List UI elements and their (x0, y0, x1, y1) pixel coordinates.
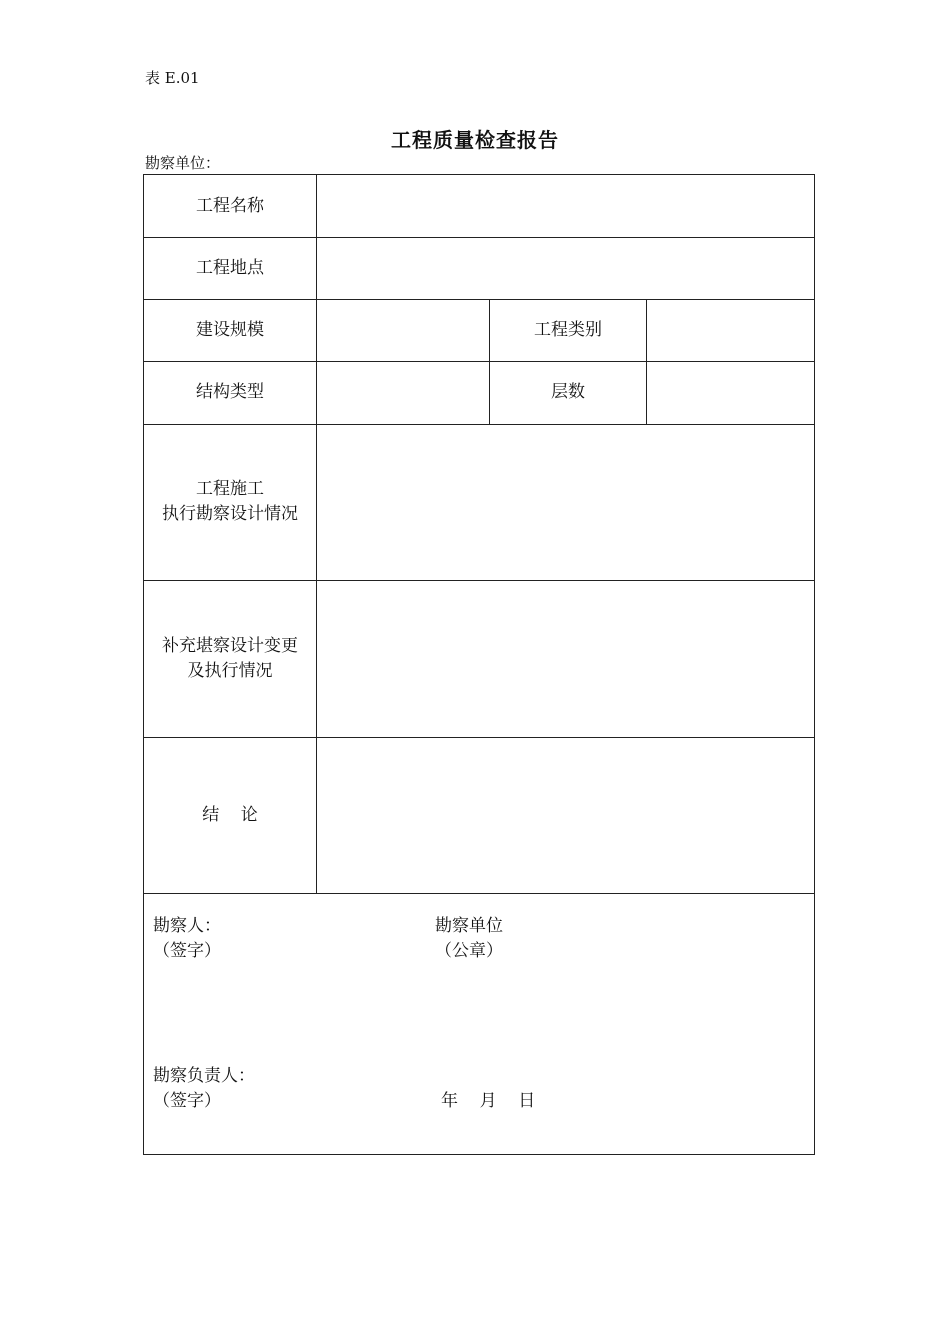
construction-execution-field[interactable] (317, 424, 814, 580)
project-name-label: 工程名称 (196, 195, 264, 216)
survey-unit-seal-label: 勘察单位 (435, 916, 503, 936)
construction-execution-label-line2: 执行勘察设计情况 (162, 504, 298, 524)
supplementary-changes-field[interactable] (317, 580, 814, 737)
structure-type-label: 结构类型 (196, 382, 264, 402)
project-location-label: 工程地点 (196, 257, 264, 278)
row-divider (144, 893, 814, 894)
construction-execution-label (144, 424, 316, 580)
build-scale-label: 建设规模 (196, 319, 264, 340)
supplementary-changes-label (144, 580, 316, 737)
supplementary-changes-label-line1: 补充堪察设计变更 (162, 635, 298, 656)
project-location-field[interactable] (317, 237, 814, 299)
date-field[interactable]: 年 月 日 (441, 1091, 536, 1111)
page-title: 工程质量检查报告 (391, 128, 559, 152)
structure-type-field[interactable] (317, 361, 489, 424)
project-category-label: 工程类别 (534, 319, 602, 340)
project-name-field[interactable] (317, 175, 814, 237)
floor-count-field[interactable] (647, 361, 814, 424)
surveyor-sign-note: （签字） (153, 941, 221, 961)
survey-leader-sign-note: （签字） (153, 1091, 221, 1111)
conclusion-field[interactable] (317, 737, 814, 893)
build-scale-field[interactable] (317, 299, 489, 361)
construction-execution-label-line1: 工程施工 (196, 479, 264, 499)
floor-count-label: 层数 (551, 382, 585, 402)
survey-unit-seal-note: （公章） (435, 941, 503, 961)
surveyor-label: 勘察人： (153, 916, 221, 936)
project-category-field[interactable] (647, 299, 814, 361)
survey-unit-label: 勘察单位： (145, 154, 221, 172)
supplementary-changes-label-line2: 及执行情况 (187, 660, 273, 681)
survey-leader-label: 勘察负责人： (153, 1066, 255, 1086)
table-number: 表 E.01 (145, 69, 200, 87)
inspection-form (143, 174, 815, 1155)
conclusion-label: 结 论 (202, 804, 258, 825)
